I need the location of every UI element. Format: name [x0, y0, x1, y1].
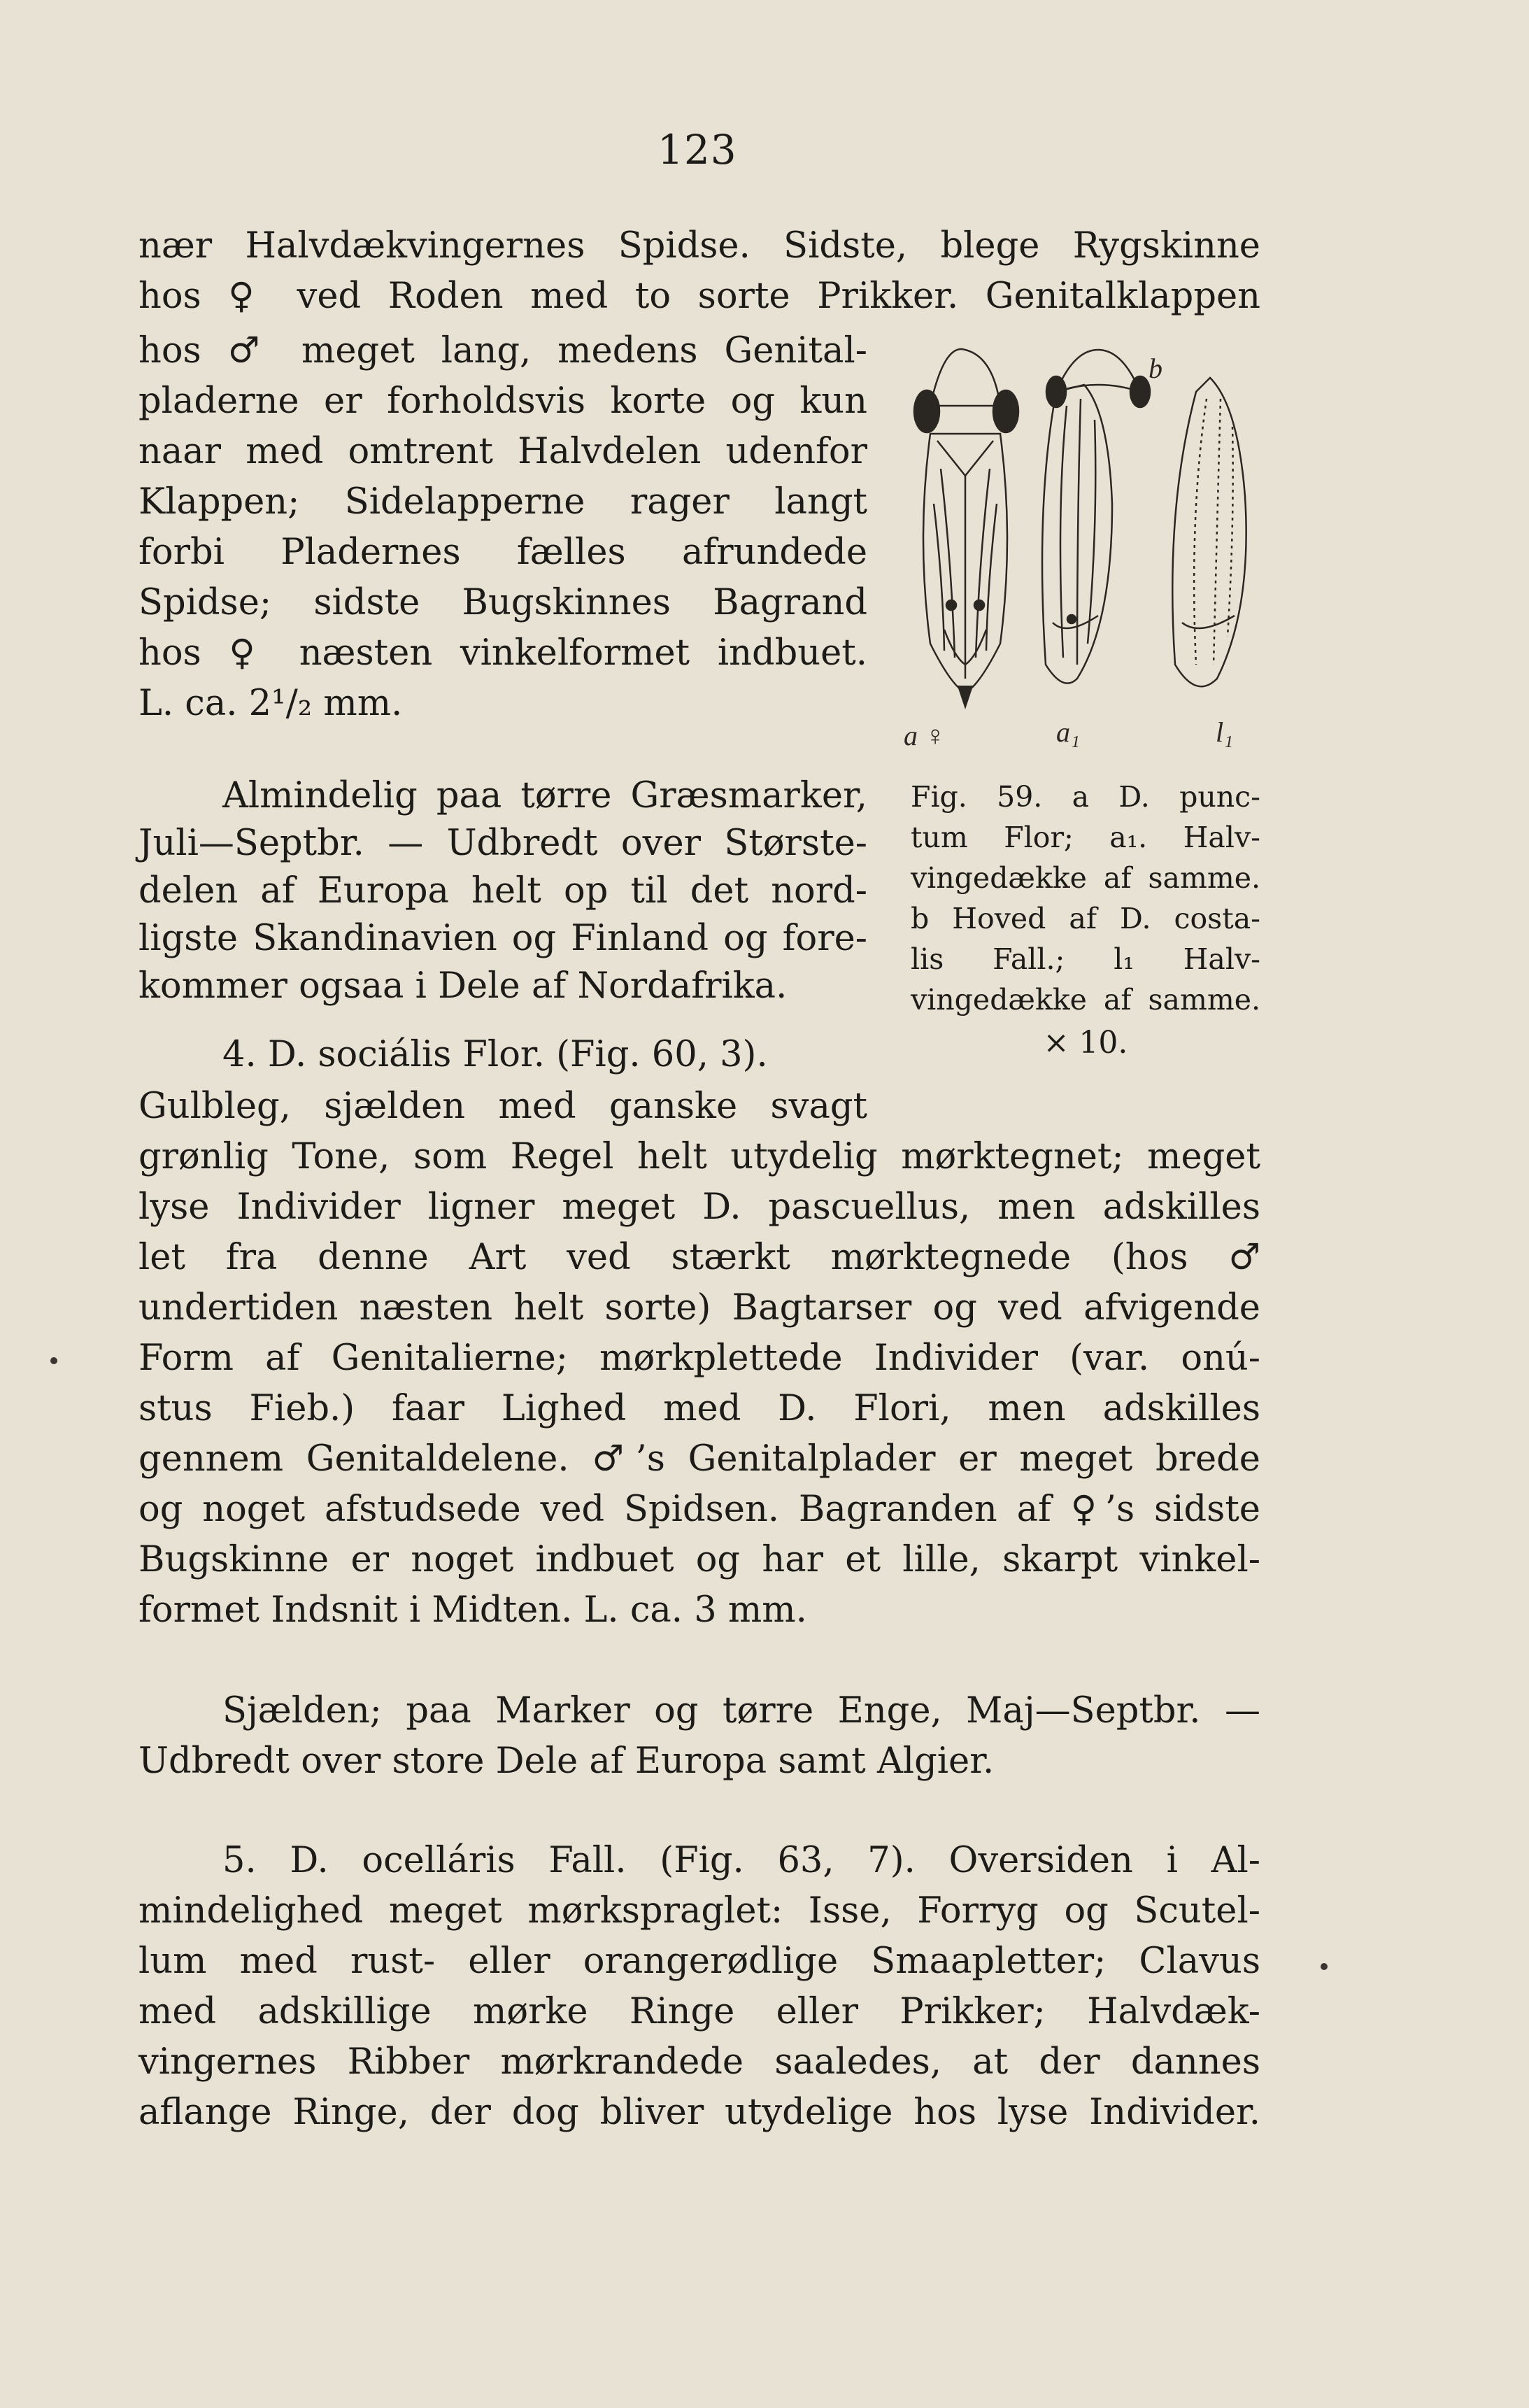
text-line: 5. D. ocelláris Fall. (Fig. 63, 7). Oversiden i Al- [222, 1840, 1260, 1881]
text-line: aflange Ringe, der dog bliver utydelige hos lyse Individer. [138, 2092, 1260, 2133]
text-line: delen af Europa helt op til det nord- [138, 870, 867, 912]
text-line: nær Halvdækvingernes Spidse. Sidste, blege Rygskinne [138, 225, 1260, 267]
figure-59 [888, 329, 1280, 763]
label-a-female: a ♀ [904, 720, 946, 751]
text-line: grønlig Tone, som Regel helt utydelig mørktegnet; meget [138, 1136, 1260, 1177]
figure-caption-line: vingedække af samme. [911, 861, 1260, 895]
text-line: gennem Genitaldelene. ♂’s Genitalplader er meget brede [138, 1438, 1260, 1480]
text-line: L. ca. 2¹/₂ mm. [138, 683, 403, 724]
text-line: Spidse; sidste Bugskinnes Bagrand [138, 582, 867, 623]
text-line: ligste Skandinavien og Finland og fore- [138, 918, 867, 959]
insect-l1 [1172, 378, 1246, 686]
text-line: hos ♂ meget lang, medens Genital- [138, 330, 867, 371]
text-line: hos ♀ næsten vinkelformet indbuet. [138, 632, 867, 674]
text-line: let fra denne Art ved stærkt mørktegnede (hos ♂ [138, 1237, 1260, 1278]
text-line: Gulbleg, sjælden med ganske svagt [138, 1086, 867, 1127]
label-a1: a₁ [1056, 716, 1080, 748]
figure-caption-line: b Hoved af D. costa- [911, 902, 1260, 935]
figure-caption-line: Fig. 59. a D. punc- [911, 780, 1260, 814]
page-number: 123 [657, 126, 737, 173]
text-line: Juli—Septbr. — Udbredt over Største- [138, 823, 867, 864]
insect-a [914, 349, 1018, 707]
text-line: forbi Pladernes fælles afrundede [138, 532, 867, 573]
text-line: Almindelig paa tørre Græsmarker, [222, 775, 867, 816]
text-line: stus Fieb.) faar Lighed med D. Flori, men adskilles [138, 1388, 1260, 1429]
text-line: lum med rust- eller orangerødlige Smaapletter; Clavus [138, 1941, 1260, 1982]
text-line: kommer ogsaa i Dele af Nordafrika. [138, 965, 788, 1007]
figure-caption-line: tum Flor; a₁. Halv- [911, 821, 1260, 854]
text-line: Bugskinne er noget indbuet og har et lille, skarpt vinkel- [138, 1539, 1260, 1580]
insect-illustration [888, 329, 1280, 763]
text-line: vingernes Ribber mørkrandede saaledes, at der dannes [138, 2041, 1260, 2083]
text-line: Form af Genitalierne; mørkplettede Individer (var. onú- [138, 1338, 1260, 1379]
text-line: formet Indsnit i Midten. L. ca. 3 mm. [138, 1589, 807, 1631]
text-line: hos ♀ ved Roden med to sorte Prikker. Genitalklappen [138, 276, 1260, 317]
text-line: undertiden næsten helt sorte) Bagtarser og ved afvigende [138, 1287, 1260, 1329]
text-line: lyse Individer ligner meget D. pascuellus, men adskilles [138, 1187, 1260, 1228]
text-line: Udbredt over store Dele af Europa samt Algier. [138, 1741, 995, 1782]
print-speck [50, 1357, 57, 1364]
species-heading: 4. D. sociális Flor. (Fig. 60, 3). [222, 1034, 768, 1075]
figure-caption-line: lis Fall.; l₁ Halv- [911, 942, 1260, 976]
figure-caption-scale: × 10. [1043, 1025, 1128, 1061]
insect-a1 [1042, 385, 1112, 684]
text-line: med adskillige mørke Ringe eller Prikker; Halvdæk- [138, 1991, 1260, 2032]
label-b: b [1148, 353, 1162, 384]
text-line: Sjælden; paa Marker og tørre Enge, Maj—Septbr. — [222, 1690, 1260, 1731]
insect-b [1046, 350, 1150, 407]
text-line: Klappen; Sidelapperne rager langt [138, 481, 867, 523]
text-line: og noget afstudsede ved Spidsen. Bagranden af ♀’s sidste [138, 1489, 1260, 1530]
print-speck [1321, 1963, 1328, 1970]
text-line: pladerne er forholdsvis korte og kun [138, 381, 867, 422]
text-line: naar med omtrent Halvdelen udenfor [138, 431, 867, 472]
text-line: mindelighed meget mørkspraglet: Isse, Forryg og Scutel- [138, 1890, 1260, 1932]
figure-caption-line: vingedække af samme. [911, 983, 1260, 1017]
label-l1: l₁ [1216, 716, 1234, 748]
